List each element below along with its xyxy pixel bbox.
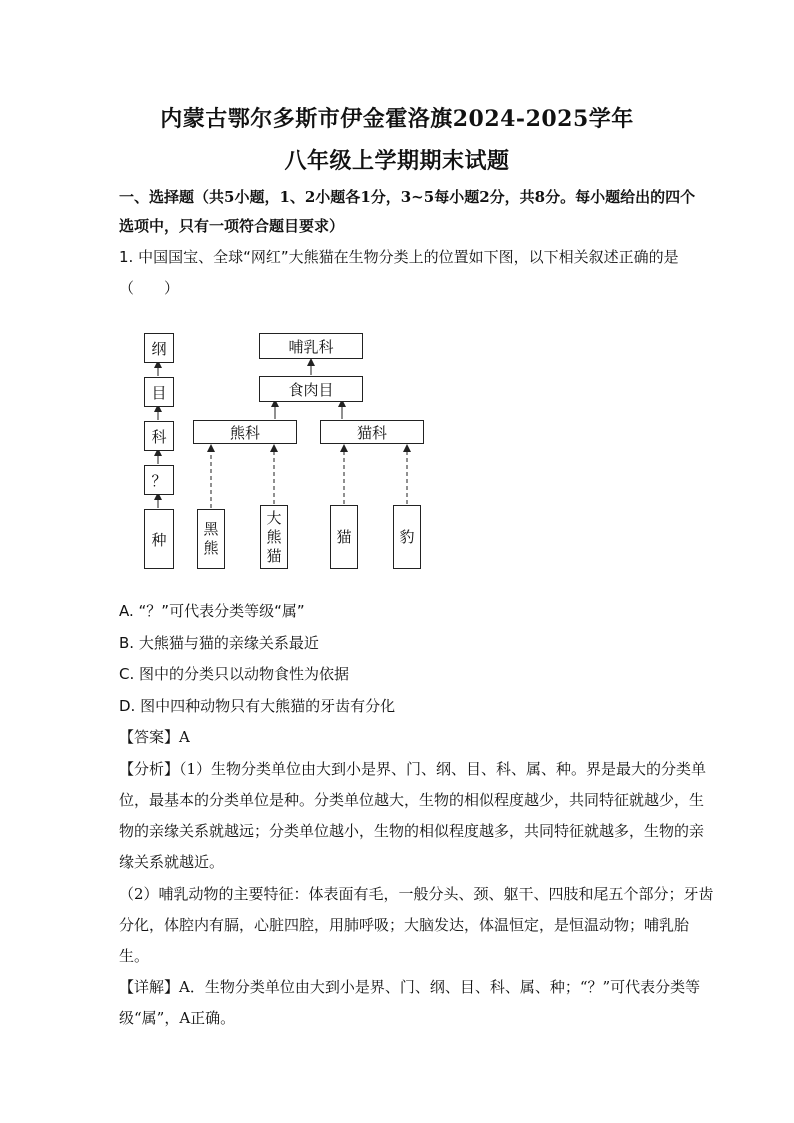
analysis-line3: 物的亲缘关系就越远；分类单位越小，生物的相似程度越多，共同特征就越多，生物的亲 xyxy=(119,822,705,840)
analysis-line7: 生。 xyxy=(119,947,150,965)
analysis-line6: 分化，体腔内有膈，心脏四腔，用肺呼吸；大脑发达，体温恒定，是恒温动物；哺乳胎 xyxy=(119,916,690,934)
document-title-line1: 内蒙古鄂尔多斯市伊金霍洛旗2024-2025学年 xyxy=(160,106,634,132)
giant-panda-char-1: 大 xyxy=(266,508,282,527)
cat-char-1: 猫 xyxy=(336,527,352,546)
section-heading-line1: 一、选择题（共5小题，1、2小题各1分，3~5每小题2分，共8分。每小题给出的四个 xyxy=(119,188,696,206)
detail-line1: 【详解】A．生物分类单位由大到小是界、门、纲、目、科、属、种；“？”可代表分类等 xyxy=(119,978,701,996)
option-c: C. 图中的分类只以动物食性为依据 xyxy=(119,665,350,683)
felidae-box: 猫科 xyxy=(320,420,424,444)
analysis-line2: 位，最基本的分类单位是种。分类单位越大，生物的相似程度越少，共同特征就越少，生 xyxy=(119,791,705,809)
giant-panda-char-3: 猫 xyxy=(266,546,282,565)
option-d: D. 图中四种动物只有大熊猫的牙齿有分化 xyxy=(119,697,396,715)
detail-line2: 级“属”，A正确。 xyxy=(119,1009,236,1027)
option-a: A. “？”可代表分类等级“属” xyxy=(119,602,305,620)
analysis-line5: （2）哺乳动物的主要特征：体表面有毛，一般分头、颈、躯干、四肢和尾五个部分；牙齿 xyxy=(119,885,714,903)
black-bear-char-2: 熊 xyxy=(203,539,219,557)
cat-box xyxy=(330,505,358,569)
leopard-char-1: 豹 xyxy=(399,527,415,546)
black-bear-box xyxy=(197,509,225,569)
carnivora-box: 食肉目 xyxy=(259,376,363,402)
section-heading-line2: 选项中，只有一项符合题目要求） xyxy=(119,217,345,235)
question-stem-line1: 1. 中国国宝、全球“网红”大熊猫在生物分类上的位置如下图，以下相关叙述正确的是 xyxy=(119,248,679,266)
rank-box-unknown: ？ xyxy=(144,465,174,495)
answer-label: 【答案】A xyxy=(119,728,190,746)
rank-box-order: 目 xyxy=(144,377,174,407)
rank-box-species: 种 xyxy=(144,509,174,569)
question-stem-line2: （ ） xyxy=(119,279,180,297)
document-title-line2: 八年级上学期期末试题 xyxy=(284,148,510,174)
giant-panda-char-2: 熊 xyxy=(266,527,282,546)
option-b: B. 大熊猫与猫的亲缘关系最近 xyxy=(119,634,319,652)
rank-box-class: 纲 xyxy=(144,333,174,363)
ursidae-box: 熊科 xyxy=(193,420,297,444)
rank-box-family: 科 xyxy=(144,421,174,451)
black-bear-char-1: 黑 xyxy=(203,520,219,538)
mammalia-box: 哺乳科 xyxy=(259,333,363,359)
analysis-line1: 【分析】（1）生物分类单位由大到小是界、门、纲、目、科、属、种。界是最大的分类单 xyxy=(119,760,707,778)
analysis-line4: 缘关系就越近。 xyxy=(119,853,225,871)
giant-panda-box xyxy=(260,505,288,569)
leopard-box xyxy=(393,505,421,569)
